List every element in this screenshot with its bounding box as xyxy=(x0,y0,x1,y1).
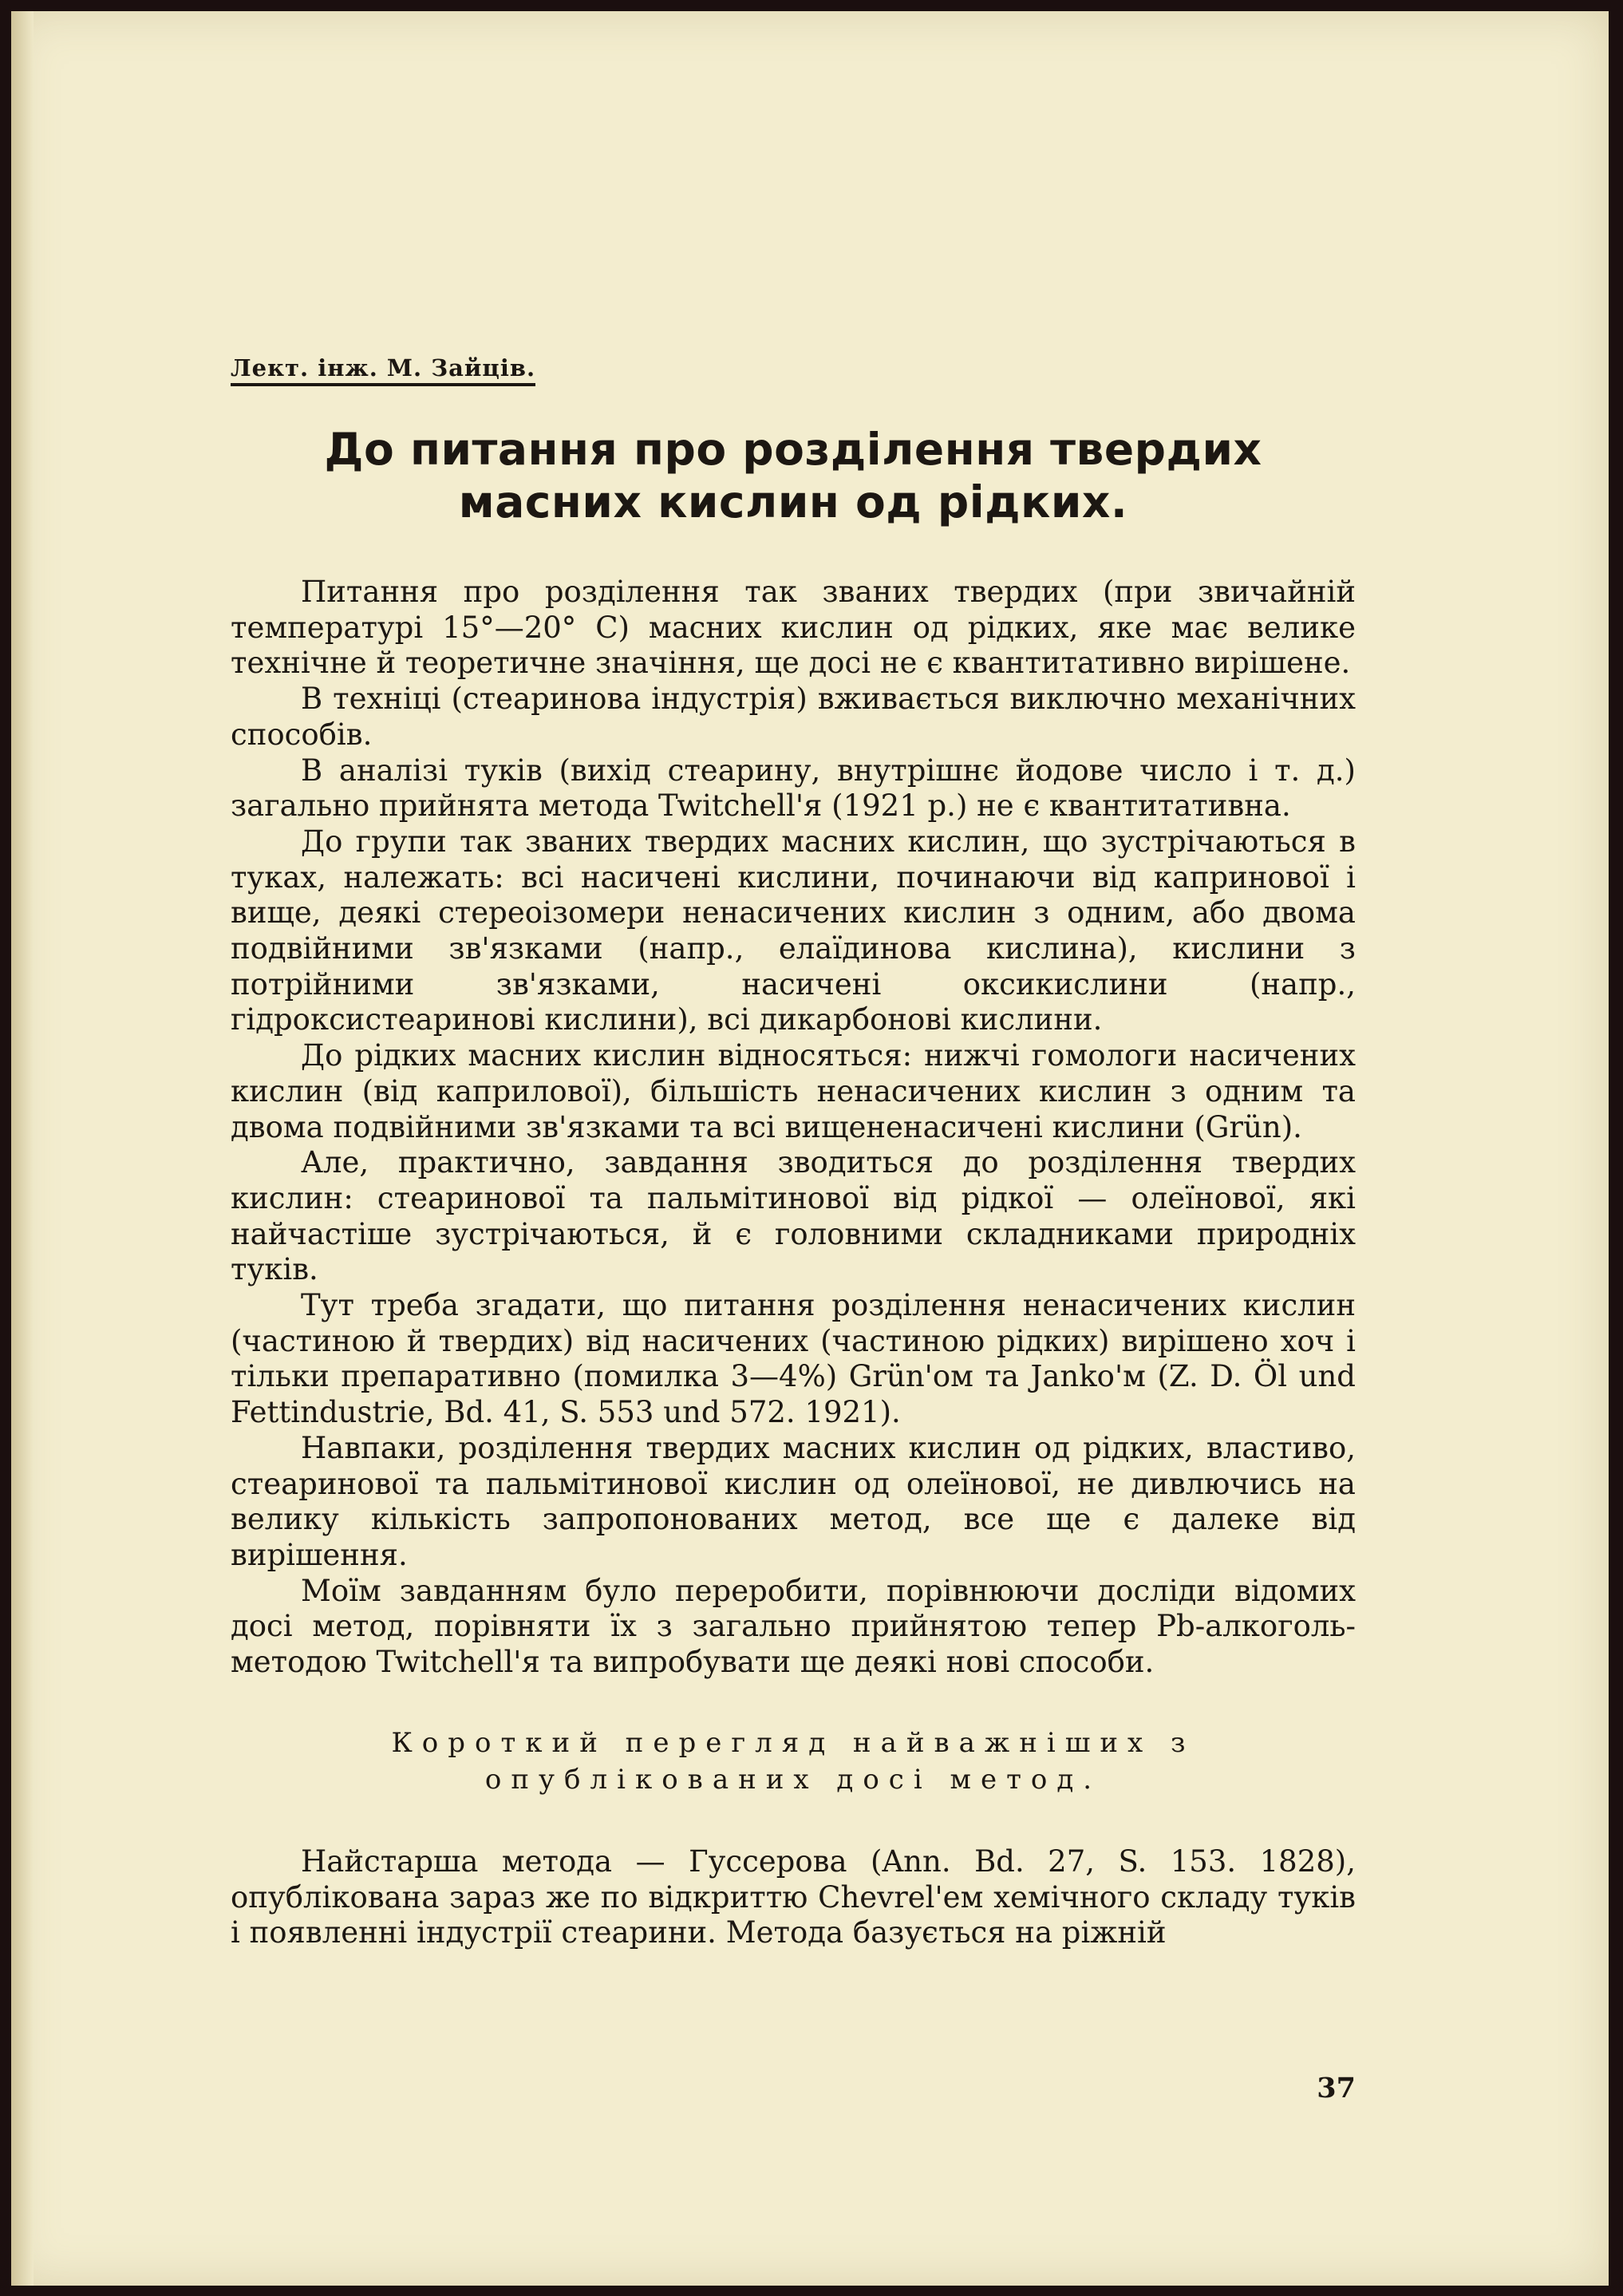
paragraph: В техніці (стеаринова індустрія) вживається виключно механічних способів. xyxy=(231,682,1356,752)
page-number: 37 xyxy=(1317,2072,1356,2104)
section-heading: Короткий перегляд найважніших з опублікованих досі метод. xyxy=(391,1726,1195,1796)
author-line: Лект. інж. М. Зайців. xyxy=(231,354,535,386)
paragraph: Навпаки, розділення твердих масних кислин од рідких, властиво, стеаринової та пальмітинової кислин од олеїнової, не дивлючись на велику кількість запропонованих метод, все ще є далеке від вирішення. xyxy=(231,1430,1356,1572)
paragraph: Найстарша метода — Гуссерова (Ann. Bd. 27, S. 153. 1828), опублікована зараз же по відкриттю Chevrel'ем хемічного складу туків і появленні індустрії стеарини. Метода базується на ріжній xyxy=(231,1844,1356,1950)
paragraph: Моїм завданням було переробити, порівнюючи досліди відомих досі метод, порівняти їх з загально прийнятою тепер Pb-алкоголь-методою Twitchell'я та випробувати ще деякі нові способи. xyxy=(231,1573,1356,1680)
page-content xyxy=(231,354,1356,2104)
paragraph: Питання про розділення так званих твердих (при звичайній температурі 15°—20° С) масних кислин од рідких, яке має велике технічне й теоретичне значіння, ще досі не є квантитативно вирішене. xyxy=(231,575,1356,681)
paragraph: В аналізі туків (вихід стеарину, внутрішнє йодове число і т. д.) загально прийнята метода Twitchell'я (1921 р.) не є квантитативна. xyxy=(231,753,1356,824)
article-body xyxy=(231,575,1356,1681)
section-body xyxy=(231,1844,1356,1951)
paragraph: До рідких масних кислин відносяться: нижчі гомологи насичених кислин (від каприлової), більшість ненасичених кислин з одним та двома подвійними зв'язками та всі вищененасичені кислини (Grün). xyxy=(231,1038,1356,1144)
page-spine-shadow xyxy=(11,11,34,2286)
book-page xyxy=(11,11,1609,2286)
paragraph: До групи так званих твердих масних кислин, що зустрічаються в туках, належать: всі насичені кислини, починаючи від капринової і вище, деякі стереоізомери ненасичених кислин з одним, або двома подвійними зв'язками (напр., елаїдинова кислина), кислини з потрійними зв'язками, насичені оксикислини (напр., гідроксистеаринові кислини), всі дикарбонові кислини. xyxy=(231,824,1356,1037)
paragraph: Але, практично, завдання зводиться до розділення твердих кислин: стеаринової та пальмітинової від рідкої — олеїнової, які найчастіше зустрічаються, й є головними складниками природніх туків. xyxy=(231,1145,1356,1287)
article-title: До питання про розділення твердих масних кислин од рідких. xyxy=(324,424,1262,528)
paragraph: Тут треба згадати, що питання розділення ненасичених кислин (частиною й твердих) від насичених (частиною рідких) вирішено хоч і тільки препаративно (помилка 3—4%) Grün'ом та Janko'м (Z. D. Öl und Fettindustrie, Bd. 41, S. 553 und 572. 1921). xyxy=(231,1288,1356,1430)
